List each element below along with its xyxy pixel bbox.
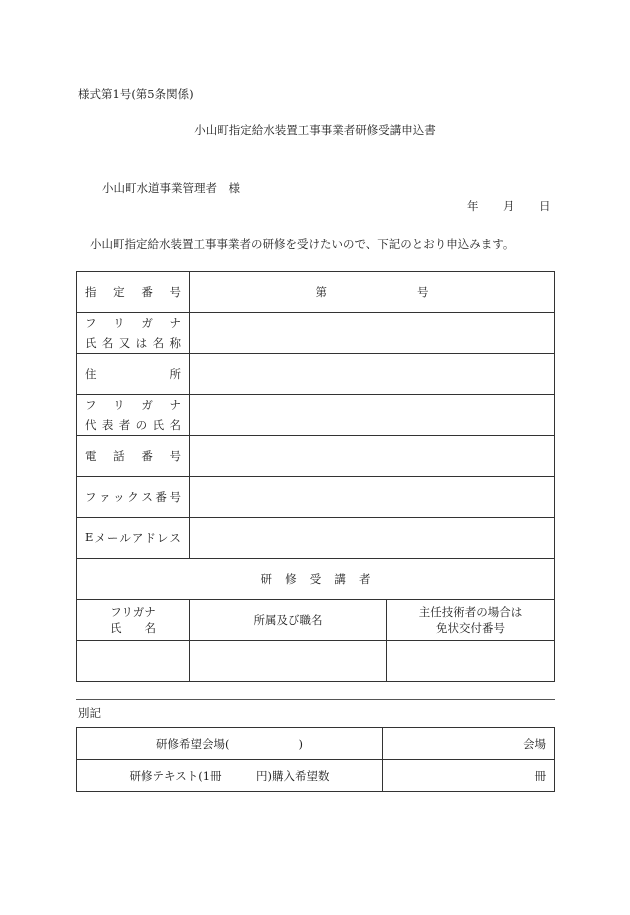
row-trainees-section <box>77 559 555 600</box>
trainee-name-field[interactable] <box>77 641 190 682</box>
textbook-unit: 冊 <box>534 768 546 783</box>
supplement-label: 別記 <box>78 706 101 720</box>
row-representative <box>77 395 555 436</box>
addressee: 小山町水道事業管理者 様 <box>102 181 240 195</box>
row-trainee-headers <box>77 600 555 641</box>
trainee-affiliation-header: 所属及び職名 <box>190 600 387 641</box>
fax-field[interactable] <box>190 477 555 518</box>
row-fax <box>77 477 555 518</box>
phone-field[interactable] <box>190 436 555 477</box>
trainee-affiliation-field[interactable] <box>190 641 387 682</box>
name-field[interactable] <box>190 313 555 354</box>
form-number: 様式第1号(第5条関係) <box>78 87 194 101</box>
supplement-table <box>76 727 555 792</box>
application-table <box>76 271 555 682</box>
intro-text: 小山町指定給水装置工事事業者の研修を受けたいので、下記のとおり申込みます。 <box>90 237 515 251</box>
textbook-label: 研修テキスト(1冊 円)購入希望数 <box>77 760 383 792</box>
row-phone <box>77 436 555 477</box>
textbook-field[interactable] <box>383 760 555 792</box>
date-month: 月 <box>503 199 515 213</box>
date-day: 日 <box>539 199 551 213</box>
section-divider <box>76 699 555 700</box>
row-address <box>77 354 555 395</box>
trainee-entry-row <box>77 641 555 682</box>
representative-field[interactable] <box>190 395 555 436</box>
row-designation-number <box>77 272 555 313</box>
trainees-section-title: 研 修 受 講 者 <box>77 559 555 600</box>
document-title: 小山町指定給水装置工事事業者研修受講申込書 <box>194 123 436 137</box>
trainee-name-header: フリガナ 氏 名 <box>77 600 190 641</box>
trainee-license-header: 主任技術者の場合は 免状交付番号 <box>387 600 555 641</box>
name-label: フ リ ガ ナ 氏 名 又 は 名 称 <box>77 313 190 354</box>
address-field[interactable] <box>190 354 555 395</box>
designation-number-field[interactable]: 第 号 <box>190 272 555 313</box>
representative-label: フ リ ガ ナ 代 表 者 の 氏 名 <box>77 395 190 436</box>
trainee-license-field[interactable] <box>387 641 555 682</box>
venue-label: 研修希望会場( ) <box>77 728 383 760</box>
designation-number-label: 指 定 番 号 <box>77 272 190 313</box>
fax-label: フ ァ ッ ク ス 番 号 <box>77 477 190 518</box>
phone-label: 電 話 番 号 <box>77 436 190 477</box>
date-year: 年 <box>467 199 479 213</box>
row-venue <box>77 728 555 760</box>
address-label: 住 所 <box>77 354 190 395</box>
venue-field[interactable] <box>383 728 555 760</box>
row-textbook <box>77 760 555 792</box>
venue-unit: 会場 <box>523 736 546 751</box>
row-email <box>77 518 555 559</box>
email-label: E メ ー ル ア ド レ ス <box>77 518 190 559</box>
email-field[interactable] <box>190 518 555 559</box>
date-line <box>467 198 551 214</box>
row-name <box>77 313 555 354</box>
